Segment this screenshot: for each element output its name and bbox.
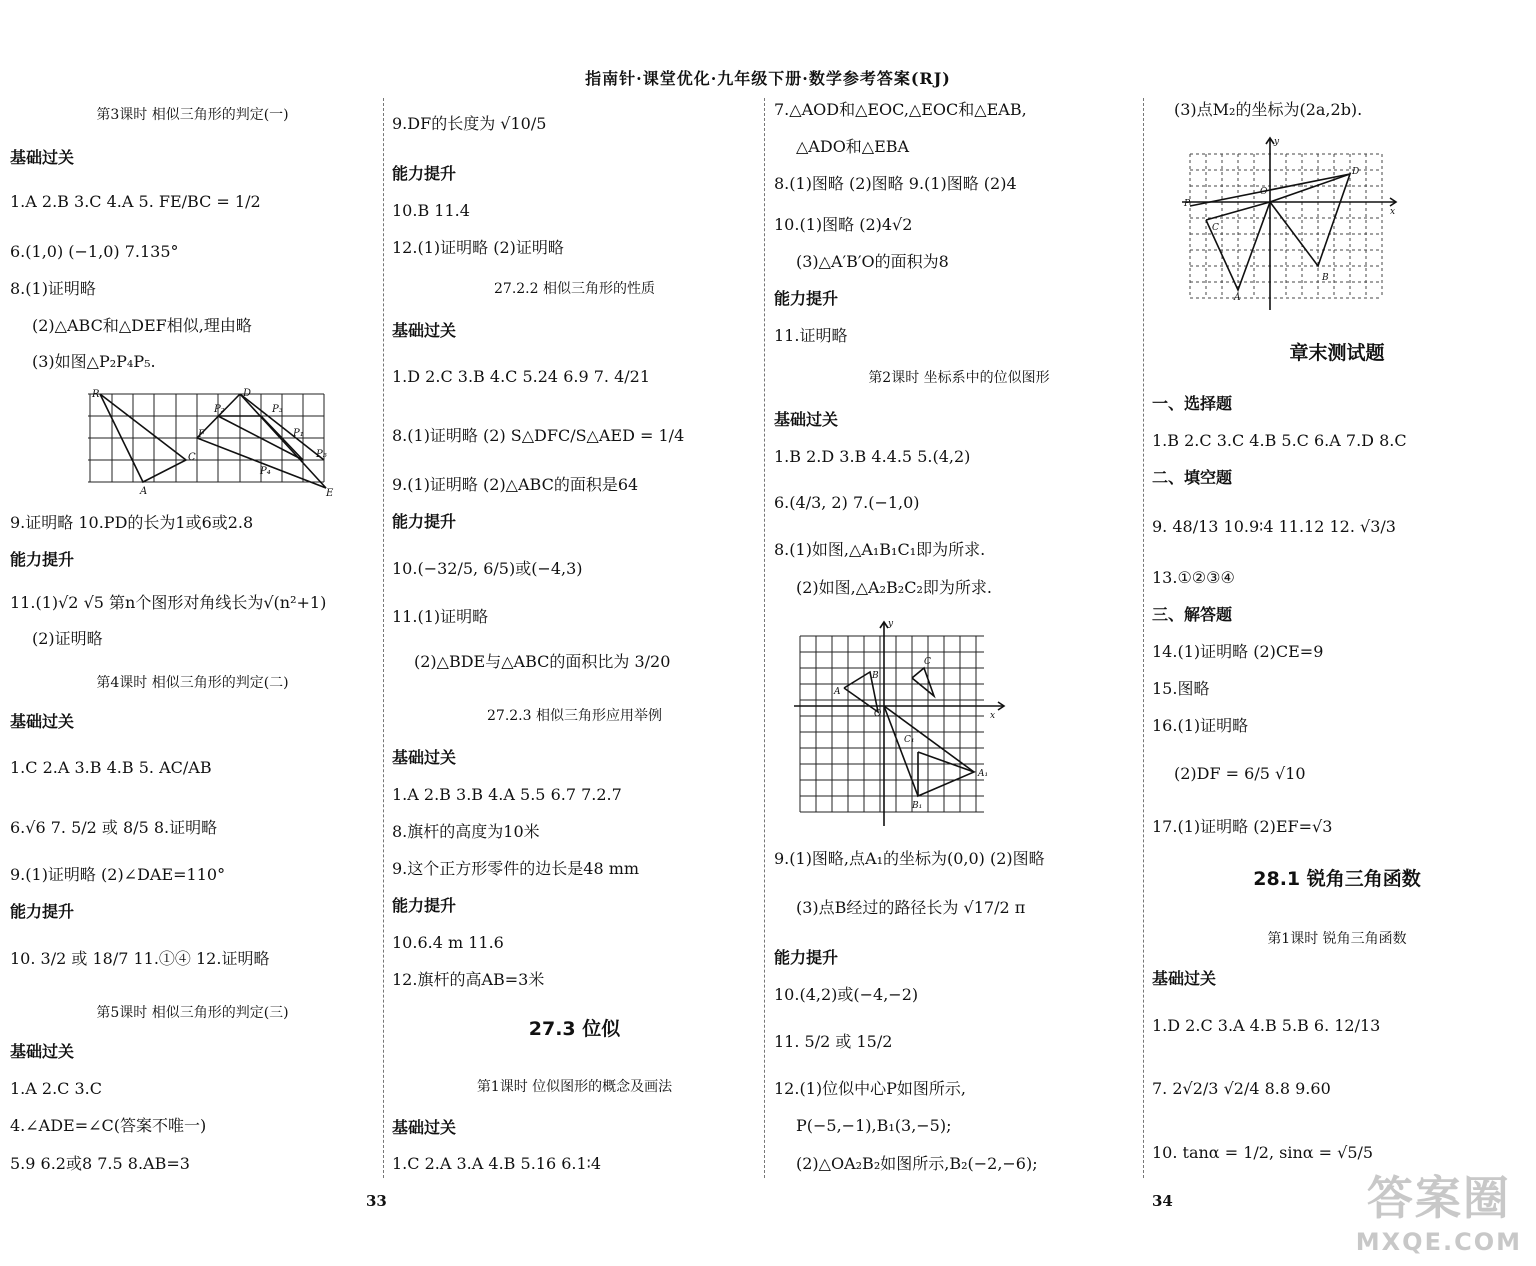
answer-line: 10.(4,2)或(−4,−2) (774, 985, 919, 1004)
answer-line: 1.A 2.B 3.B 4.A 5.5 6.7 7.2.7 (392, 785, 622, 804)
watermark-logo-text: 答案圈 (1366, 1171, 1511, 1225)
watermark-url: MXQE.COM (1355, 1228, 1522, 1256)
answer-line: 1.C 2.A 3.B 4.B 5. AC/AB (10, 758, 212, 777)
answer-line: 14.(1)证明略 (2)CE=9 (1152, 642, 1324, 661)
answer-line: P(−5,−1),B₁(3,−5); (796, 1116, 952, 1135)
answer-line: 11.(1)证明略 (392, 607, 489, 626)
svg-text:D: D (1352, 167, 1360, 177)
svg-text:P₄: P₄ (260, 466, 271, 477)
svg-text:y: y (888, 619, 894, 629)
svg-text:C₁: C₁ (904, 735, 915, 745)
page-number-right: 34 (1152, 1192, 1173, 1210)
answer-line: (2)△ABC和△DEF相似,理由略 (32, 316, 252, 335)
svg-text:B₁: B₁ (912, 801, 923, 811)
section-heading: 基础过关 (10, 148, 75, 167)
answer-line: 6.(1,0) (−1,0) 7.135° (10, 242, 179, 261)
section-heading: 基础过关 (1152, 969, 1217, 988)
answer-line: 1.A 2.C 3.C (10, 1079, 103, 1098)
answer-line: △ADO和△EBA (796, 137, 910, 156)
answer-line: 9. 48/13 10.9∶4 11.12 12. √3/3 (1152, 517, 1396, 536)
answer-line: 10.B 11.4 (392, 201, 470, 220)
section-heading: 基础过关 (392, 748, 457, 767)
svg-text:R: R (92, 389, 100, 400)
answer-line: (3)如图△P₂P₄P₅. (32, 352, 156, 371)
answer-line: 6.√6 7. 5/2 或 8/5 8.证明略 (10, 818, 218, 837)
section-heading: 能力提升 (10, 550, 75, 569)
answer-line: 9.(1)证明略 (2)△ABC的面积是64 (392, 475, 639, 494)
answer-line: 4.∠ADE=∠C(答案不唯一) (10, 1116, 207, 1135)
svg-text:P: P (1184, 199, 1191, 209)
answer-line: 10. tanα = 1/2, sinα = √5/5 (1152, 1143, 1374, 1162)
svg-text:C: C (188, 452, 196, 463)
svg-text:C: C (924, 657, 931, 667)
svg-text:x: x (1390, 207, 1396, 217)
answer-line: 9.(1)图略,点A₁的坐标为(0,0) (2)图略 (774, 849, 1045, 868)
answer-line: 1.B 2.D 3.B 4.4.5 5.(4,2) (774, 447, 971, 466)
answer-line: 16.(1)证明略 (1152, 716, 1249, 735)
answer-line: 9.这个正方形零件的边长是48 mm (392, 859, 640, 878)
watermark (1356, 1162, 1522, 1256)
svg-text:P₃: P₃ (272, 404, 283, 415)
chapter-title: 28.1 锐角三角函数 (1253, 868, 1421, 890)
lesson-heading: 27.2.2 相似三角形的性质 (494, 281, 655, 297)
answer-line: 9.DF的长度为 √10/5 (392, 114, 547, 133)
lesson-heading: 第3课时 相似三角形的判定(一) (96, 107, 289, 123)
answer-line: (2)△OA₂B₂如图所示,B₂(−2,−6); (796, 1154, 1038, 1173)
answer-line: (3)点B经过的路径长为 √17/2 π (796, 898, 1026, 917)
svg-text:O: O (1260, 187, 1268, 197)
svg-text:x: x (990, 711, 996, 721)
section-heading: 三、解答题 (1152, 605, 1233, 624)
answer-line: 10. 3/2 或 18/7 11.①④ 12.证明略 (10, 949, 270, 968)
answer-line: 8.(1)图略 (2)图略 9.(1)图略 (2)4 (774, 174, 1017, 193)
answer-line: 8.(1)证明略 (2) S△DFC/S△AED = 1/4 (392, 426, 685, 445)
svg-text:A₁: A₁ (978, 769, 989, 779)
section-heading: 基础过关 (392, 1118, 457, 1137)
section-heading: 能力提升 (392, 512, 457, 531)
answer-line: 8.(1)如图,△A₁B₁C₁即为所求. (774, 540, 986, 559)
svg-text:F: F (198, 429, 205, 440)
lesson-heading: 第5课时 相似三角形的判定(三) (96, 1005, 289, 1021)
answer-line: 17.(1)证明略 (2)EF=√3 (1152, 817, 1333, 836)
answer-line: (3)点M₂的坐标为(2a,2b). (1174, 100, 1363, 119)
coordinate-figure-2 (794, 616, 1014, 832)
grid-figure-1 (88, 388, 336, 498)
svg-text:B: B (872, 671, 879, 681)
chapter-title: 27.3 位似 (528, 1018, 621, 1040)
answer-line: 10.(1)图略 (2)4√2 (774, 215, 913, 234)
svg-text:A: A (834, 687, 841, 697)
lesson-heading: 27.2.3 相似三角形应用举例 (487, 708, 662, 724)
chapter-title: 章末测试题 (1289, 342, 1385, 364)
answer-line: 8.(1)证明略 (10, 279, 96, 298)
answer-line: 1.D 2.C 3.A 4.B 5.B 6. 12/13 (1152, 1016, 1381, 1035)
answer-line: 9.(1)证明略 (2)∠DAE=110° (10, 865, 226, 884)
column-divider (383, 98, 384, 1178)
answer-line: 1.B 2.C 3.C 4.B 5.C 6.A 7.D 8.C (1152, 431, 1407, 450)
section-heading: 一、选择题 (1152, 394, 1233, 413)
answer-line: 12.(1)证明略 (2)证明略 (392, 238, 564, 257)
svg-text:E: E (326, 488, 334, 498)
section-heading: 基础过关 (392, 321, 457, 340)
answer-line: (2)△BDE与△ABC的面积比为 3/20 (414, 652, 671, 671)
answer-line: (2)证明略 (32, 629, 103, 648)
answer-line: 5.9 6.2或8 7.5 8.AB=3 (10, 1154, 190, 1173)
section-heading: 二、填空题 (1152, 468, 1233, 487)
column-divider (1143, 98, 1144, 1178)
answer-line: 1.C 2.A 3.A 4.B 5.16 6.1∶4 (392, 1154, 602, 1173)
svg-text:P₂: P₂ (214, 404, 225, 415)
answer-line: 7. 2√2/3 √2/4 8.8 9.60 (1152, 1079, 1331, 1098)
answer-line: 11.(1)√2 √5 第n个图形对角线长为√(n²+1) (10, 593, 327, 612)
answer-line: (3)△A′B′O的面积为8 (796, 252, 949, 271)
answer-line: 11. 5/2 或 15/2 (774, 1032, 893, 1051)
svg-text:A: A (140, 486, 148, 497)
answer-line: 12.旗杆的高AB=3米 (392, 970, 545, 989)
lesson-heading: 第1课时 锐角三角函数 (1267, 931, 1407, 947)
answer-line: 10.(−32/5, 6/5)或(−4,3) (392, 559, 583, 578)
lesson-heading: 第2课时 坐标系中的位似图形 (868, 370, 1050, 386)
answer-line: 6.(4/3, 2) 7.(−1,0) (774, 493, 920, 512)
svg-text:y: y (1274, 137, 1280, 147)
answer-line: 7.△AOD和△EOC,△EOC和△EAB, (774, 100, 1027, 119)
page-header: 指南针·课堂优化·九年级下册·数学参考答案(RJ) (585, 69, 951, 88)
answer-line: 1.A 2.B 3.C 4.A 5. FE/BC = 1/2 (10, 192, 261, 211)
answer-line: (2)DF = 6/5 √10 (1174, 764, 1306, 783)
svg-text:P₁: P₁ (293, 428, 304, 439)
answer-line: 15.图略 (1152, 679, 1210, 698)
section-heading: 基础过关 (10, 1042, 75, 1061)
answer-line: 8.旗杆的高度为10米 (392, 822, 540, 841)
page-number-left: 33 (366, 1192, 387, 1210)
section-heading: 能力提升 (392, 164, 457, 183)
section-heading: 能力提升 (774, 289, 839, 308)
lesson-heading: 第1课时 位似图形的概念及画法 (476, 1079, 673, 1095)
svg-text:D: D (243, 388, 252, 399)
answer-line: 9.证明略 10.PD的长为1或6或2.8 (10, 513, 254, 532)
section-heading: 基础过关 (774, 410, 839, 429)
svg-text:B: B (1322, 273, 1329, 283)
answer-line: 11.证明略 (774, 326, 848, 345)
answer-line: 10.6.4 m 11.6 (392, 933, 504, 952)
answer-line: 12.(1)位似中心P如图所示, (774, 1079, 966, 1098)
answer-line: 13.①②③④ (1152, 568, 1235, 587)
svg-text:O: O (874, 709, 882, 719)
lesson-heading: 第4课时 相似三角形的判定(二) (96, 675, 289, 691)
answer-line: 1.D 2.C 3.B 4.C 5.24 6.9 7. 4/21 (392, 367, 650, 386)
section-heading: 基础过关 (10, 712, 75, 731)
svg-text:A: A (1234, 293, 1241, 303)
column-divider (764, 98, 765, 1178)
answer-line: (2)如图,△A₂B₂C₂即为所求. (796, 578, 992, 597)
section-heading: 能力提升 (774, 948, 839, 967)
section-heading: 能力提升 (10, 902, 75, 921)
coordinate-figure-3 (1182, 134, 1404, 314)
svg-text:P₅: P₅ (316, 449, 327, 460)
section-heading: 能力提升 (392, 896, 457, 915)
svg-text:C: C (1212, 223, 1219, 233)
